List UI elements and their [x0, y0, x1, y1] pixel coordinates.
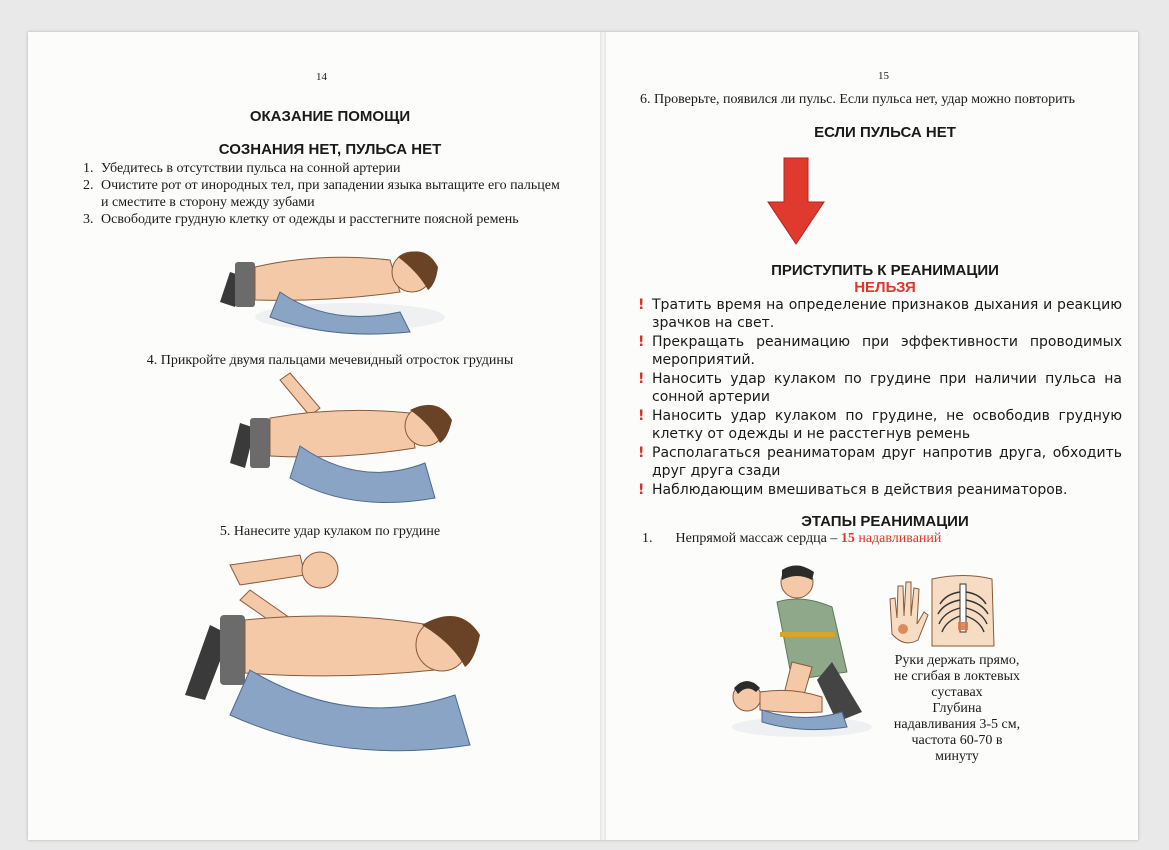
hand-position-diagram [884, 574, 996, 648]
no-pulse-heading: ЕСЛИ ПУЛЬСА НЕТ [814, 124, 956, 141]
left-page-title: ОКАЗАНИЕ ПОМОЩИ [249, 108, 411, 125]
step-number: 2. [83, 178, 94, 193]
warning-mark-icon: ! [638, 408, 645, 424]
hand-position-note [882, 653, 1032, 765]
warning-mark-icon: ! [638, 482, 645, 498]
note-line: не сгибая в локтевых [894, 669, 1020, 684]
warning-text: Наблюдающим вмешиваться в действия реаниматоров. [652, 482, 1068, 498]
note-line: суставах [931, 685, 983, 700]
stages-heading: ЭТАПЫ РЕАНИМАЦИИ [801, 513, 969, 530]
list-item [638, 296, 1122, 332]
warning-mark-icon: ! [638, 445, 645, 461]
warning-mark-icon: ! [638, 371, 645, 387]
step-6-text: 6. Проверьте, появился ли пульс. Если пульса нет, удар можно повторить [640, 92, 1076, 107]
note-line: Руки держать прямо, [894, 653, 1020, 668]
warning-text: Наносить удар кулаком по грудине при наличии пульса на сонной артерии [652, 371, 1122, 405]
step-text: Очистите рот от инородных тел, при западении языка вытащите его пальцем и сместите в сторону между зубами [101, 178, 560, 210]
note-line: минуту [935, 749, 979, 764]
left-steps-list [83, 160, 563, 228]
note-line: надавливания 3-5 см, [893, 717, 1021, 732]
warning-text: Наносить удар кулаком по грудине, не освободив грудную клетку от одежды и не расстегнув ремень [652, 408, 1122, 442]
list-item [638, 444, 1122, 480]
step-text: Убедитесь в отсутствии пульса на сонной артерии [101, 161, 401, 176]
book-gutter [600, 32, 606, 840]
warning-text: Располагаться реаниматорам друг напротив друга, обходить друг друга сзади [652, 445, 1122, 479]
left-page-subtitle: СОЗНАНИЯ НЕТ, ПУЛЬСА НЕТ [218, 141, 442, 158]
down-arrow-icon [766, 156, 826, 246]
right-page-number: 15 [878, 70, 889, 82]
stage-1-line [642, 531, 1122, 547]
stage-1-unit: надавливаний [858, 531, 942, 546]
left-page-number: 14 [316, 71, 327, 83]
stage-1-text: Непрямой массаж сердца – [675, 531, 838, 546]
warning-text: Тратить время на определение признаков дыхания и реакцию зрачков на свет. [652, 297, 1122, 331]
caption-step-5: 5. Нанесите удар кулаком по грудине [219, 524, 441, 539]
illustration-open-shirt [200, 232, 450, 342]
note-line: Глубина [932, 701, 982, 716]
illustration-cpr [722, 562, 872, 742]
list-item [638, 370, 1122, 406]
start-resuscitation-heading: ПРИСТУПИТЬ К РЕАНИМАЦИИ [771, 262, 999, 279]
list-item [83, 160, 563, 177]
caption-step-4: 4. Прикройте двумя пальцами мечевидный отросток грудины [146, 353, 514, 368]
illustration-two-fingers [210, 368, 460, 518]
step-number: 1. [83, 161, 94, 176]
stage-1-count: 15 [840, 531, 855, 546]
note-line: частота 60-70 в [911, 733, 1003, 748]
list-item [83, 177, 563, 211]
warnings-list [638, 296, 1122, 500]
list-item [638, 481, 1122, 499]
list-item [638, 407, 1122, 443]
list-item [638, 333, 1122, 369]
stage-1-number: 1. [642, 531, 653, 546]
warning-text: Прекращать реанимацию при эффективности проводимых мероприятий. [652, 334, 1122, 368]
step-number: 3. [83, 212, 94, 227]
warning-mark-icon: ! [638, 334, 645, 350]
forbidden-heading: НЕЛЬЗЯ [854, 279, 916, 296]
illustration-fist-strike [170, 545, 490, 770]
list-item [83, 211, 563, 228]
step-text: Освободите грудную клетку от одежды и расстегните поясной ремень [101, 212, 519, 227]
warning-mark-icon: ! [638, 297, 645, 313]
